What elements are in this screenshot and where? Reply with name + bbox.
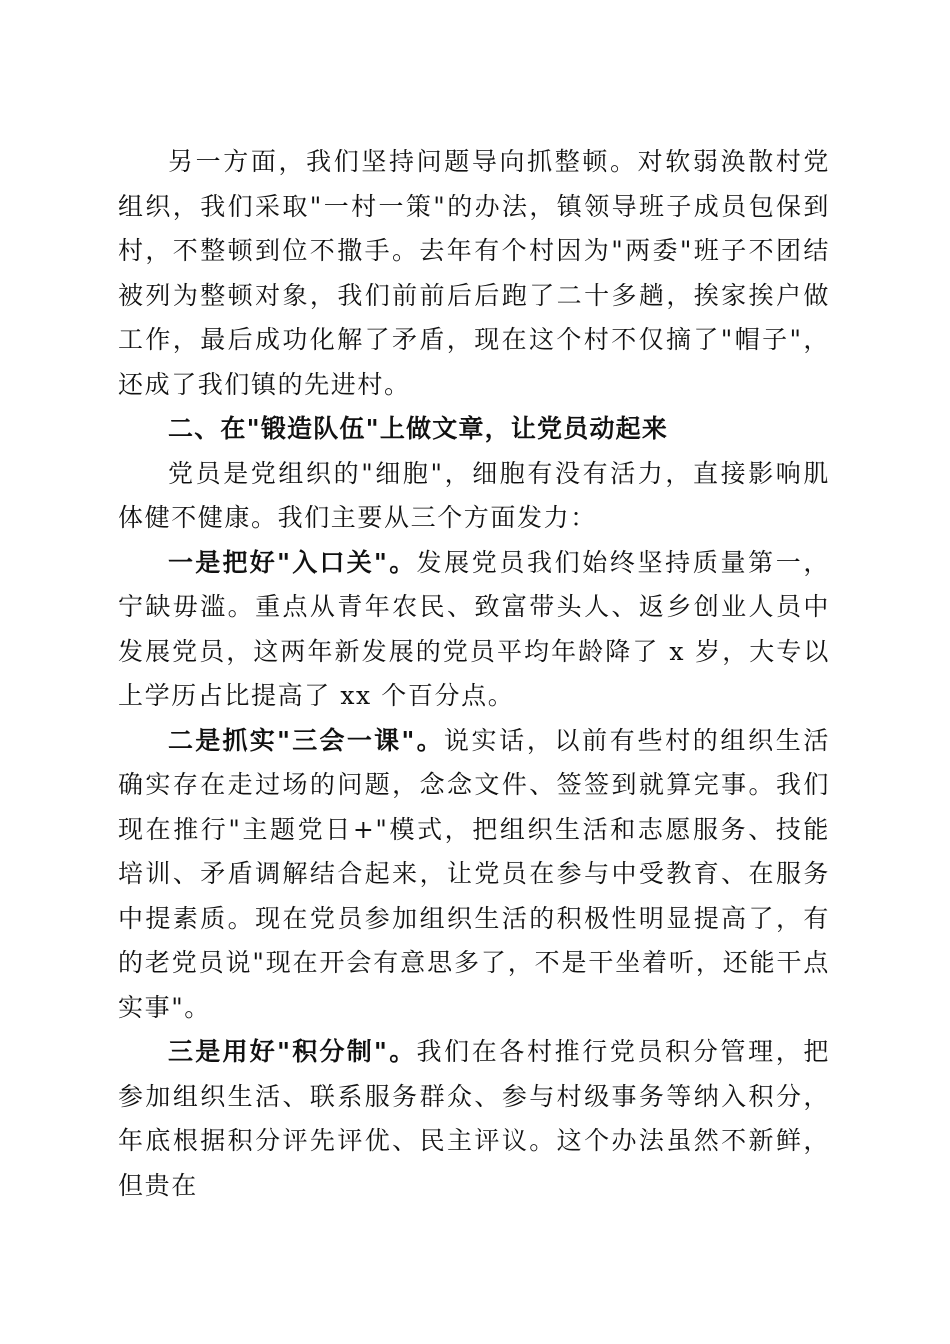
point-1-lead: 一是把好"入口关"。	[168, 547, 417, 577]
section-heading-team-building: 二、在"锻造队伍"上做文章，让党员动起来	[168, 414, 669, 443]
paragraph-point-points-system	[118, 1030, 830, 1208]
point-2-body: 说实话，以前有些村的组织生活确实存在走过场的问题，念念文件、签签到就算完事。我们现在推行"主题党日+"模式，把组织生活和志愿服务、技能培训、矛盾调解结合起来，让党员在参与中受教育、在服务中提素质。现在党员参加组织生活的积极性明显提高了，有的老党员说"现在开会有意思多了，不是干坐着听，还能干点实事"。	[118, 725, 830, 1022]
paragraph-point-three-meetings	[118, 719, 830, 1031]
point-2-lead: 二是抓实"三会一课"。	[168, 725, 444, 755]
point-1-body: 发展党员我们始终坚持质量第一，宁缺毋滥。重点从青年农民、致富带头人、返乡创业人员中发展党员，这两年新发展的党员平均年龄降了 x 岁，大专以上学历占比提高了 xx 个百分点。	[118, 547, 830, 710]
paragraph-point-entry-gate	[118, 541, 830, 719]
document-body	[118, 140, 830, 1208]
point-3-lead: 三是用好"积分制"。	[168, 1037, 417, 1066]
paragraph-rectification: 另一方面，我们坚持问题导向抓整顿。对软弱涣散村党组织，我们采取"一村一策"的办法，镇领导班子成员包保到村，不整顿到位不撒手。去年有个村因为"两委"班子不团结被列为整顿对象，我们前前后后跑了二十多趟，挨家挨户做工作，最后成功化解了矛盾，现在这个村不仅摘了"帽子"，还成了我们镇的先进村。	[118, 147, 830, 399]
paragraph-party-members-cells: 党员是党组织的"细胞"，细胞有没有活力，直接影响肌体健不健康。我们主要从三个方面发力：	[118, 458, 830, 532]
point-3-body: 我们在各村推行党员积分管理，把参加组织生活、联系服务群众、参与村级事务等纳入积分，年底根据积分评先评优、民主评议。这个办法虽然不新鲜，但贵在	[118, 1037, 830, 1200]
